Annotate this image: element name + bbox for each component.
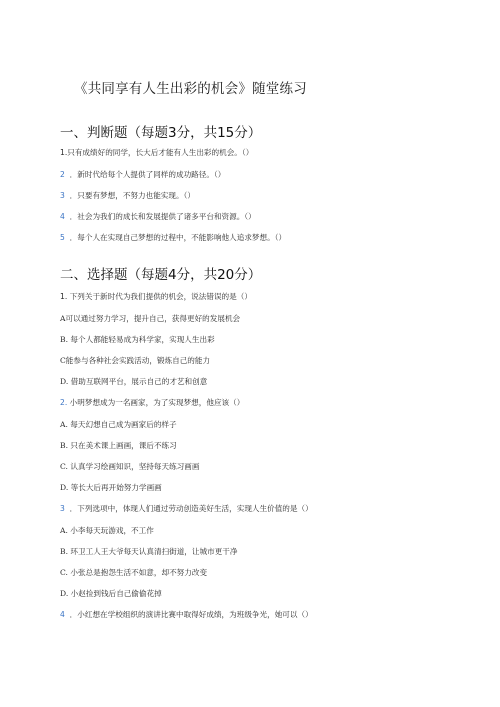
item-number: 1.	[60, 148, 68, 157]
section-heading-true-false: 一、判断题（每题3分，共15分）	[60, 125, 262, 141]
question-3-stem	[60, 504, 313, 514]
question-3-option-b: B. 环卫工人王大爷每天认真清扫街道，让城市更干净	[60, 547, 238, 556]
item-number: 3	[60, 191, 65, 200]
question-2-option-d: D. 等长大后再开始努力学画画	[60, 483, 162, 492]
true-false-item-5	[60, 233, 286, 243]
item-number: 4	[60, 212, 65, 221]
item-number: 5	[60, 233, 65, 242]
question-4-stem	[60, 610, 313, 620]
item-text: ．新时代给每个人提供了同样的成功路径。（）	[69, 170, 226, 179]
question-text: ．小红想在学校组织的演讲比赛中取得好成绩，为班级争光，她可以（）	[69, 610, 313, 619]
question-1-option-c: C能参与各种社会实践活动，锻炼自己的能力	[60, 356, 211, 365]
true-false-item-4	[60, 212, 256, 222]
question-2-option-a: A. 每天幻想自己成为画家后的样子	[60, 420, 177, 429]
question-text: 下列关于新时代为我们提供的机会，说法错误的是（）	[69, 292, 252, 301]
question-3-option-c: C. 小张总是抱怨生活不如意，却不努力改变	[60, 568, 208, 577]
question-2-option-b: B. 只在美术课上画画，课后不练习	[60, 441, 177, 450]
question-3-option-a: A. 小李每天玩游戏，不工作	[60, 526, 154, 535]
section-heading-multiple-choice: 二、选择题（每题4分，共20分）	[60, 267, 262, 283]
item-number: 2	[60, 170, 65, 179]
item-text: ．只要有梦想，不努力也能实现。（）	[69, 191, 195, 200]
question-number: 3	[60, 504, 65, 513]
true-false-item-2	[60, 170, 225, 180]
question-1-option-a: A可以通过努力学习，提升自己，获得更好的发展机会	[60, 314, 241, 323]
question-3-option-d: D. 小赵捡到钱后自己偷偷花掉	[60, 589, 162, 598]
question-1-option-b: B. 每个人都能轻易成为科学家，实现人生出彩	[60, 335, 215, 344]
item-text: ．社会为我们的成长和发展提供了诸多平台和资源。（）	[69, 212, 256, 221]
question-number: 2.	[60, 398, 68, 407]
question-text: 小明梦想成为一名画家，为了实现梦想，他应该（）	[69, 398, 245, 407]
question-number: 4	[60, 610, 65, 619]
page-title: 《共同享有人生出彩的机会》随堂练习	[74, 81, 307, 97]
question-1-option-d: D. 借助互联网平台，展示自己的才艺和创意	[60, 377, 208, 386]
question-2-stem	[60, 398, 244, 408]
question-text: ．下列选项中，体现人们通过劳动创造美好生活，实现人生价值的是（）	[69, 504, 313, 513]
true-false-item-3	[60, 191, 195, 201]
question-2-option-c: C. 认真学习绘画知识，坚持每天练习画画	[60, 462, 200, 471]
question-number: 1.	[60, 292, 68, 301]
true-false-item-1	[60, 148, 253, 158]
item-text: ．每个人在实现自己梦想的过程中，不能影响他人追求梦想。（）	[69, 233, 287, 242]
question-1-stem	[60, 292, 252, 302]
item-text: 只有成绩好的同学，长大后才能有人生出彩的机会。（）	[67, 148, 254, 157]
